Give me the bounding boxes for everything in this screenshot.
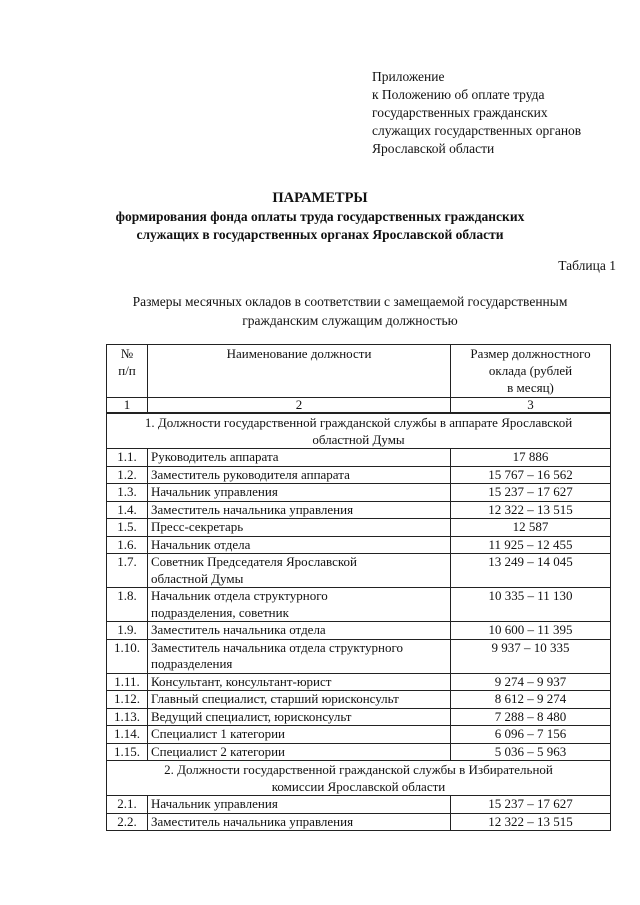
- position-name-line: Начальник управления: [151, 796, 278, 811]
- row-number: 1.9.: [107, 622, 148, 640]
- table-row: [107, 501, 611, 519]
- column-index: 2: [148, 398, 451, 414]
- salary-range: 15 767 – 16 562: [451, 466, 611, 484]
- salary-range: 10 335 – 11 130: [451, 588, 611, 622]
- position-name: [148, 466, 451, 484]
- position-name-line: Ведущий специалист, юрисконсульт: [151, 708, 352, 724]
- section-title-line: 2. Должности государственной гражданской службы в Избирательной: [164, 762, 553, 777]
- salary-range: 6 096 – 7 156: [451, 726, 611, 744]
- salary-range: 15 237 – 17 627: [451, 484, 611, 502]
- table-row: [107, 466, 611, 484]
- table-row: [107, 691, 611, 709]
- table-caption-line-1: Размеры месячных окладов в соответствии с замещаемой государственным: [132, 294, 568, 309]
- header-salary-line: Размер должностного: [470, 346, 591, 361]
- header-salary-line: оклада (рублей: [488, 363, 573, 378]
- position-name-line: Начальник управления: [151, 484, 278, 499]
- table-row: [107, 536, 611, 554]
- row-number: 1.10.: [107, 639, 148, 673]
- section-title: [107, 761, 611, 796]
- header-salary: [451, 345, 611, 398]
- section-title: [107, 413, 611, 449]
- row-number: 1.11.: [107, 673, 148, 691]
- position-name: [148, 673, 451, 691]
- appendix-line: государственных гражданских: [372, 105, 548, 120]
- salary-range: 8 612 – 9 274: [451, 691, 611, 709]
- row-number: 1.8.: [107, 588, 148, 622]
- salary-range: 9 274 – 9 937: [451, 673, 611, 691]
- position-name-line: подразделения, советник: [151, 604, 289, 620]
- row-number: 1.2.: [107, 466, 148, 484]
- position-name-line: Руководитель аппарата: [151, 449, 279, 464]
- salary-range: 17 886: [451, 449, 611, 467]
- position-name: [148, 813, 451, 831]
- row-number: 2.2.: [107, 813, 148, 831]
- table-row: [107, 813, 611, 831]
- row-number: 1.1.: [107, 449, 148, 467]
- table-row: [107, 708, 611, 726]
- table-row: [107, 449, 611, 467]
- position-name-line: Пресс-секретарь: [151, 519, 244, 534]
- appendix-line: Ярославской области: [372, 141, 495, 156]
- document-subtitle-line-1: формирования фонда оплаты труда государственных гражданских: [115, 209, 525, 224]
- position-name: [148, 536, 451, 554]
- position-name: [148, 726, 451, 744]
- position-name: [148, 691, 451, 709]
- position-name-line: Заместитель начальника отдела структурного: [151, 639, 404, 655]
- salary-range: 15 237 – 17 627: [451, 796, 611, 814]
- position-name: [148, 796, 451, 814]
- salary-table: [106, 344, 611, 831]
- position-name: [148, 484, 451, 502]
- table-row: [107, 519, 611, 537]
- header-num: [107, 345, 148, 398]
- header-num-line: №: [120, 346, 134, 361]
- table-row: [107, 622, 611, 640]
- row-number: 1.5.: [107, 519, 148, 537]
- salary-range: 9 937 – 10 335: [451, 639, 611, 673]
- salary-range: 13 249 – 14 045: [451, 554, 611, 588]
- salary-range: 7 288 – 8 480: [451, 708, 611, 726]
- row-number: 1.13.: [107, 708, 148, 726]
- position-name: [148, 743, 451, 761]
- position-name-line: Заместитель начальника отдела: [151, 622, 326, 637]
- table-row: [107, 796, 611, 814]
- salary-range: 12 322 – 13 515: [451, 813, 611, 831]
- position-name-line: областной Думы: [151, 570, 244, 586]
- section-header-row: [107, 761, 611, 796]
- table-row: [107, 554, 611, 588]
- table-row: [107, 484, 611, 502]
- row-number: 1.6.: [107, 536, 148, 554]
- position-name: [148, 708, 451, 726]
- row-number: 1.7.: [107, 554, 148, 588]
- column-index: 3: [451, 398, 611, 414]
- table-row: [107, 639, 611, 673]
- position-name-line: Начальник отдела структурного: [151, 588, 328, 603]
- position-name-line: подразделения: [151, 656, 233, 671]
- position-name-line: Начальник отдела: [151, 536, 251, 552]
- position-name: [148, 501, 451, 519]
- position-name-line: Советник Председателя Ярославской: [151, 554, 357, 569]
- header-num-line: п/п: [118, 363, 136, 378]
- table-row: [107, 743, 611, 761]
- position-name: [148, 449, 451, 467]
- section-title-line: областной Думы: [312, 432, 405, 447]
- position-name-line: Специалист 1 категории: [151, 726, 286, 741]
- position-name: [148, 639, 451, 673]
- header-name: Наименование должности: [148, 345, 451, 398]
- table-row: [107, 726, 611, 744]
- appendix-line: служащих государственных органов: [372, 123, 582, 138]
- position-name-line: Заместитель начальника управления: [151, 813, 354, 829]
- document-subtitle-line-2: служащих в государственных органах Ярославской области: [136, 227, 504, 242]
- table-header-row: [107, 345, 611, 398]
- table-caption-line-2: гражданским служащим должностью: [242, 313, 458, 328]
- salary-range: 12 587: [451, 519, 611, 537]
- salary-table-body: [107, 345, 611, 831]
- row-number: 2.1.: [107, 796, 148, 814]
- position-name: [148, 554, 451, 588]
- salary-range: 12 322 – 13 515: [451, 501, 611, 519]
- position-name-line: Заместитель начальника управления: [151, 501, 354, 517]
- row-number: 1.3.: [107, 484, 148, 502]
- salary-range: 11 925 – 12 455: [451, 536, 611, 554]
- row-number: 1.12.: [107, 691, 148, 709]
- row-number: 1.15.: [107, 743, 148, 761]
- section-title-line: комиссии Ярославской области: [271, 779, 446, 794]
- position-name-line: Специалист 2 категории: [151, 743, 286, 759]
- position-name-line: Заместитель руководителя аппарата: [151, 466, 350, 482]
- row-number: 1.4.: [107, 501, 148, 519]
- position-name-line: Консультант, консультант-юрист: [151, 673, 332, 689]
- table-row: [107, 588, 611, 622]
- position-name: [148, 588, 451, 622]
- position-name: [148, 519, 451, 537]
- position-name: [148, 622, 451, 640]
- document-title: ПАРАМЕТРЫ: [272, 190, 368, 206]
- section-header-row: [107, 413, 611, 449]
- header-salary-line: в месяц): [507, 380, 554, 395]
- appendix-line: к Положению об оплате труда: [372, 87, 545, 102]
- appendix-block: [372, 68, 581, 158]
- table-caption: [60, 292, 640, 330]
- position-name-line: Главный специалист, старший юрисконсульт: [151, 691, 399, 706]
- table-row: [107, 673, 611, 691]
- salary-range: 5 036 – 5 963: [451, 743, 611, 761]
- row-number: 1.14.: [107, 726, 148, 744]
- column-index: 1: [107, 398, 148, 414]
- table-label: Таблица 1: [558, 258, 616, 273]
- salary-range: 10 600 – 11 395: [451, 622, 611, 640]
- section-title-line: 1. Должности государственной гражданской службы в аппарате Ярославской: [144, 415, 573, 430]
- column-index-row: [107, 398, 611, 414]
- appendix-line: Приложение: [372, 69, 445, 84]
